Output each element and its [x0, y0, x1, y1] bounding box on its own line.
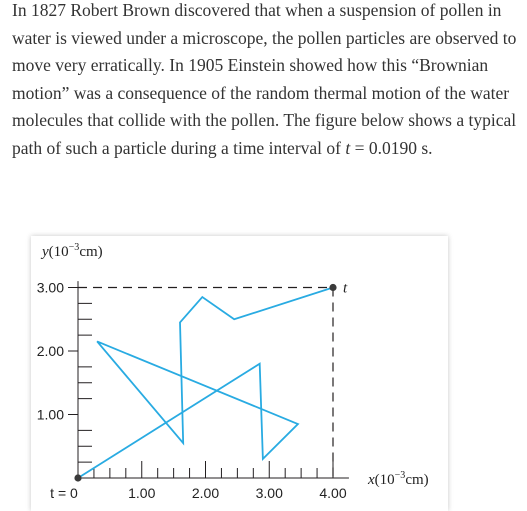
start-point [74, 474, 81, 481]
particle-path [78, 288, 333, 479]
x-tick-label: 2.00 [191, 485, 220, 501]
x-axis-label [368, 470, 429, 489]
x-axis-var: x [368, 472, 375, 488]
x-axis-exp: −3 [394, 470, 406, 481]
paragraph-text: In 1827 Robert Brown discovered that when a suspension of pollen in water is viewed under a microscope, the pollen particles are observed to move very erratically. In 1905 Einstein showed how this “Brownian motion” was a consequence of the random thermal motion of the water molecules that collide with the pollen. The figure below shows a typical path of such a particle during a time interval of [12, 0, 517, 158]
x-axis-tail: cm) [405, 472, 429, 488]
x-tick-label: 1.00 [128, 485, 156, 501]
y-tick-label: 3.00 [36, 279, 64, 296]
y-tick-label: 1.00 [36, 406, 64, 423]
x-tick-label: 4.00 [319, 485, 347, 501]
time-value: = 0.0190 s. [350, 137, 433, 158]
body-paragraph [12, 0, 522, 163]
y-axis-title: $y(10^{-3}cm)$ [42, 242, 103, 260]
end-point [329, 284, 336, 291]
y-tick-label: 2.00 [36, 343, 64, 359]
time-variable: t [345, 137, 351, 158]
end-label: t [343, 280, 348, 297]
start-label: t = 0 [50, 485, 78, 501]
x-axis-unit: (10 [374, 472, 395, 488]
x-tick-label: 3.00 [255, 485, 283, 501]
